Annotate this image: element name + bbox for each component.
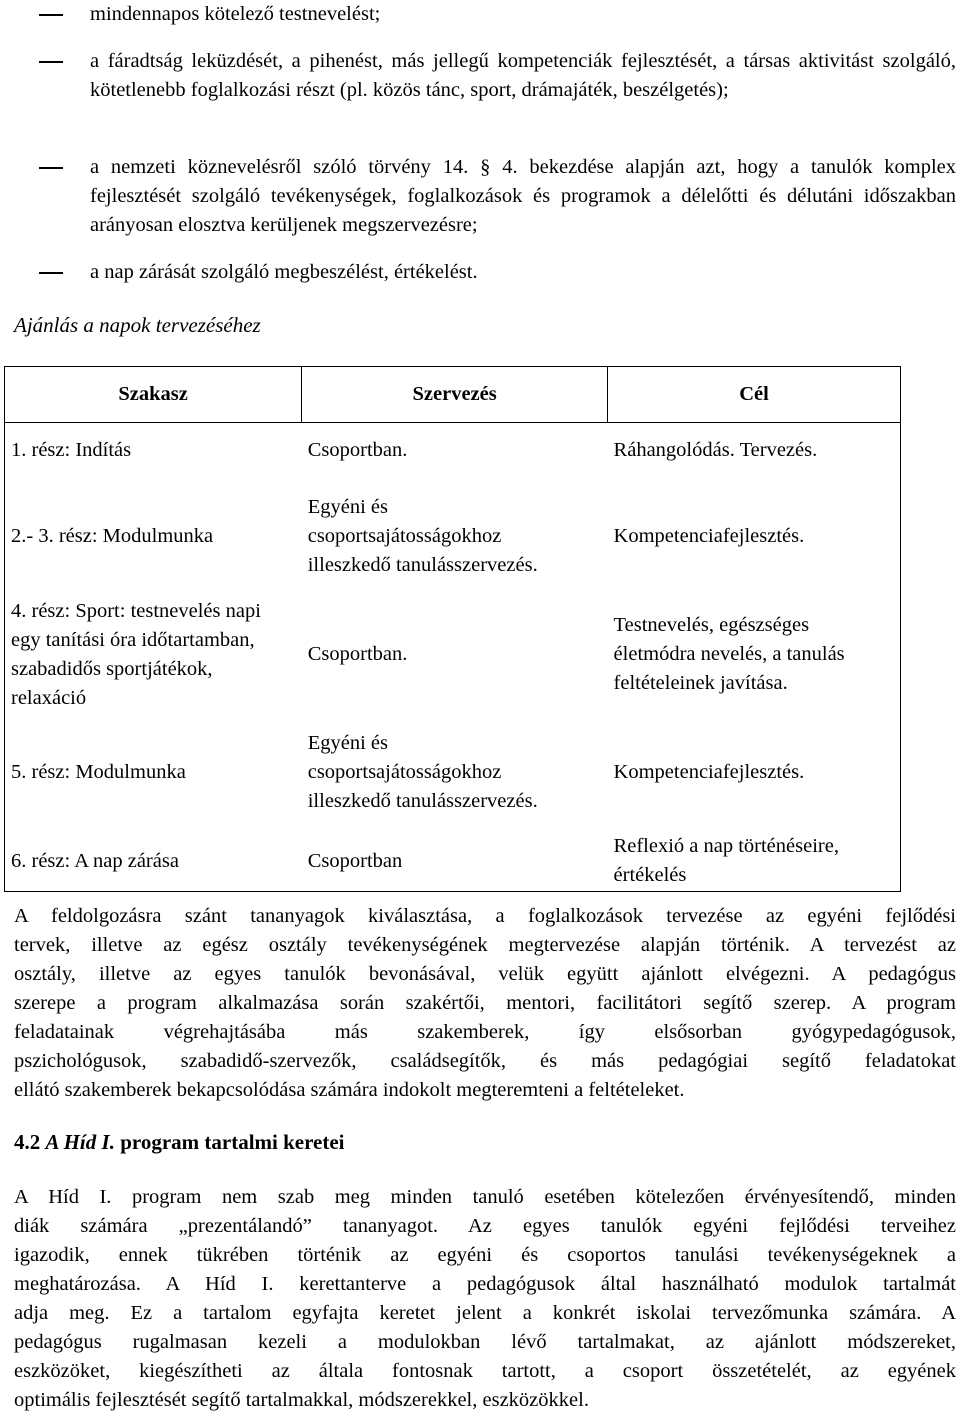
paragraph-line: feladatainak végrehajtásába más szakemberek, így elsősorban gyógypedagógusok,	[14, 1021, 956, 1043]
table-cell: Egyéni és csoportsajátosságokhoz illeszkedő tanulásszervezés.	[307, 496, 538, 576]
bullet-item: mindennapos kötelező testnevelést;	[90, 0, 956, 29]
table-row	[5, 714, 901, 832]
paragraph-line: pszichológusok, szabadidő-szervezők, családsegítők, és más pedagógiai segítő feladatokat	[14, 1050, 956, 1072]
table-row	[5, 478, 901, 596]
paragraph-line: tervek, illetve az egész osztály tevékenységének megtervezése alapján történik. A tervezést az	[14, 934, 956, 956]
table-cell: Ráhangolódás. Tervezés.	[613, 438, 818, 461]
column-header: Cél	[608, 367, 901, 423]
table-cell: Testnevelés, egészséges életmódra nevelés, a tanulás feltételeinek javítása.	[613, 614, 845, 694]
section-number: 4.2	[14, 1130, 41, 1154]
section-title-italic: A Híd I.	[45, 1130, 115, 1154]
bullet-item: a nemzeti köznevelésről szóló törvény 14. § 4. bekezdése alapján azt, hogy a tanulók komplex fejlesztését szolgáló tevékenységek, foglalkozások és programok a délelőtti és délutáni időszakban arányosan elosztva kerüljenek megszervezésre;	[90, 153, 956, 240]
table-cell: 5. rész: Modulmunka	[11, 761, 186, 783]
schedule-table	[4, 366, 901, 892]
table-cell: Egyéni és csoportsajátosságokhoz illeszkedő tanulásszervezés.	[307, 732, 538, 812]
table-cell: Csoportban.	[307, 438, 408, 461]
table-row	[5, 596, 901, 714]
table-row	[5, 423, 901, 478]
table-cell: 2.- 3. rész: Modulmunka	[11, 525, 214, 547]
table-cell: 6. rész: A nap zárása	[11, 849, 179, 872]
paragraph-line: A feldolgozásra szánt tananyagok kiválasztása, a foglalkozások tervezése az egyéni fejlődési	[14, 905, 956, 927]
paragraph-line: diák számára „prezentálandó” tananyagot. Az egyes tanulók egyéni fejlődési terveihez	[14, 1215, 956, 1237]
table-cell: Kompetenciafejlesztés.	[613, 525, 805, 547]
bullet-item: a fáradtság leküzdését, a pihenést, más jellegű kompetenciák fejlesztését, a társas aktivitást szolgáló, kötetlenebb foglalkozási részt (pl. közös tánc, sport, drámajáték, beszélgetés);	[90, 47, 956, 105]
paragraph-line: szerepe a program alkalmazása során szakértői, mentori, facilitátori segítő szerep. A program	[14, 992, 956, 1014]
paragraph-curriculum-selection	[14, 902, 956, 1105]
table-cell: Csoportban.	[307, 643, 408, 665]
table-row	[5, 832, 901, 892]
table-heading: Ajánlás a napok tervezéséhez	[14, 313, 261, 337]
section-title-rest: program tartalmi keretei	[120, 1130, 345, 1154]
column-header: Szakasz	[5, 367, 302, 423]
table-cell: 1. rész: Indítás	[11, 438, 132, 461]
paragraph-line: eszközöket, kiegészítheti az általa fontosnak tartott, a csoport összetételét, az egyének	[14, 1360, 956, 1382]
table-cell: 4. rész: Sport: testnevelés napi egy tanítási óra időtartamban, szabadidős sportjátékok, relaxáció	[11, 599, 261, 709]
paragraph-line: adja meg. Ez a tartalom egyfajta keretet jelent a konkrét iskolai tervezőmunka számára. A	[14, 1302, 956, 1324]
paragraph-line: A Híd I. program nem szab meg minden tanuló esetében kötelezően érvényesítendő, minden	[14, 1186, 956, 1208]
bullet-item: a nap zárását szolgáló megbeszélést, értékelést.	[90, 258, 956, 287]
table-cell: Kompetenciafejlesztés.	[613, 761, 805, 783]
table-cell: Csoportban	[307, 849, 403, 872]
paragraph-line: ellátó szakemberek bekapcsolódása számára indokolt megteremteni a feltételeket.	[14, 1079, 685, 1101]
paragraph-line: meghatározása. A Híd I. kerettanterve a pedagógusok által használható modulok tartalmát	[14, 1273, 956, 1295]
paragraph-line: pedagógus rugalmasan kezeli a modulokban lévő tartalmakat, az ajánlott módszereket,	[14, 1331, 956, 1353]
section-title	[14, 1128, 345, 1157]
table-cell: Reflexió a nap történéseire, értékelés	[613, 835, 839, 887]
paragraph-line: osztály, illetve az egyes tanulók bevonásával, velük együtt ajánlott elvégezni. A pedagógus	[14, 963, 956, 985]
paragraph-line: igazodik, ennek tükrében történik az egyéni és csoportos tanulási tevékenységeknek a	[14, 1244, 956, 1266]
column-header: Szervezés	[302, 367, 608, 423]
paragraph-program-content	[14, 1183, 956, 1415]
table-header-row	[5, 367, 901, 423]
paragraph-line: optimális fejlesztését segítő tartalmakkal, módszerekkel, eszközökkel.	[14, 1389, 589, 1411]
